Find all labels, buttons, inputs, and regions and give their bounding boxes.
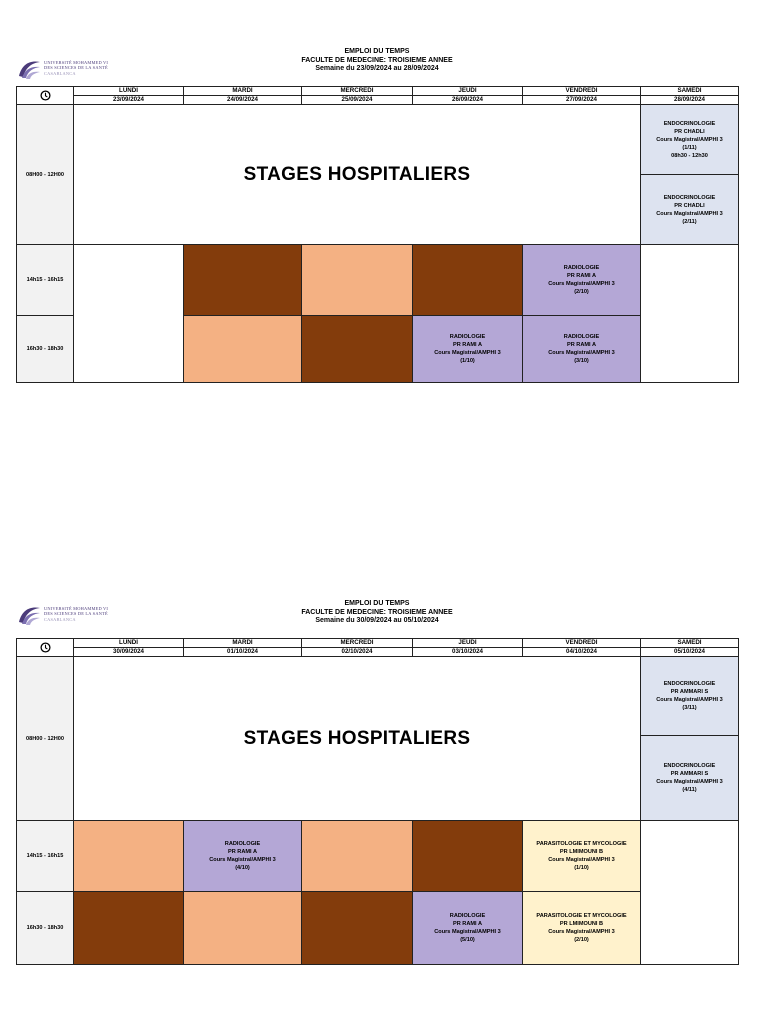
empty-cell [641,821,739,965]
timetable [16,86,739,383]
morning-row-a [17,105,739,175]
day-names-row [17,87,739,96]
course-name: RADIOLOGIE [449,334,486,340]
course-cell [641,736,739,821]
course-session: (1/10) [574,865,589,871]
day-date: 25/09/2024 [302,96,413,105]
course-prof: PR RAMI A [452,342,482,348]
day-name: MERCREDI [302,639,413,648]
day-date: 05/10/2024 [641,648,739,657]
clock-cell [17,87,74,105]
course-session: (5/10) [460,937,475,943]
day-name: MARDI [184,87,302,96]
slot-label: 08H00 - 12H00 [17,657,74,821]
course-type: Cours Magistral/AMPHI 3 [656,136,723,143]
course-name: ENDOCRINOLOGIE [663,194,716,201]
course-cell [641,657,739,736]
course-name: PARASITOLOGIE ET MYCOLOGIE [536,841,627,847]
day-date: 04/10/2024 [523,648,641,657]
course-name: RADIOLOGIE [563,334,600,340]
course-type: Cours Magistral/AMPHI 3 [656,210,723,217]
course-time: 08h30 - 12h30 [671,152,708,159]
afternoon-row-1 [17,821,739,892]
logo-line-1: UNIVERSITÉ MOHAMMED VI [44,60,109,65]
course-type: Cours Magistral/AMPHI 3 [434,929,501,935]
course-name: PARASITOLOGIE ET MYCOLOGIE [536,913,627,919]
clock-icon [40,642,51,653]
course-prof: PR RAMI A [227,849,257,855]
color-block-brown [413,245,523,316]
color-block-peach [74,821,184,892]
empty-cell [641,245,739,383]
course-prof: PR CHADLI [674,128,705,135]
course-prof: PR AMMARI S [670,771,709,777]
clock-icon [40,90,51,101]
day-dates-row [17,96,739,105]
course-name: ENDOCRINOLOGIE [663,120,716,127]
week-range: Semaine du 23/09/2024 au 28/09/2024 [315,65,439,72]
schedule-title: EMPLOI DU TEMPS [344,600,410,607]
day-name: LUNDI [74,87,184,96]
color-block-peach [302,821,413,892]
schedule-header [16,600,738,626]
course-name: RADIOLOGIE [449,913,486,919]
course-type: Cours Magistral/AMPHI 3 [209,857,276,863]
course-cell [641,175,739,245]
logo-line-2: DES SCIENCES DE LA SANTÉ [44,65,108,71]
slot-label: 14h15 - 16h15 [17,245,74,316]
course-session: (4/11) [682,787,697,793]
course-session: (1/11) [682,144,697,151]
day-name: VENDREDI [523,87,641,96]
morning-row-a [17,657,739,736]
course-prof: PR LMIMOUNI B [559,849,604,855]
clock-cell [17,639,74,657]
color-block-brown [302,316,413,383]
day-date: 28/09/2024 [641,96,739,105]
day-dates-row [17,648,739,657]
slot-label: 14h15 - 16h15 [17,821,74,892]
day-name: MERCREDI [302,87,413,96]
day-date: 01/10/2024 [184,648,302,657]
course-cell [523,821,641,892]
course-cell [523,316,641,383]
course-type: Cours Magistral/AMPHI 3 [548,857,615,863]
logo-line-3: CASABLANCA [44,616,76,622]
day-name: VENDREDI [523,639,641,648]
slot-label: 16h30 - 18h30 [17,892,74,965]
course-cell [413,316,523,383]
course-type: Cours Magistral/AMPHI 3 [434,350,501,356]
afternoon-row-1 [17,245,739,316]
color-block-brown [184,245,302,316]
course-cell [413,892,523,965]
day-name: SAMEDI [641,639,739,648]
color-block-brown [74,892,184,965]
logo-line-1: UNIVERSITÉ MOHAMMED VI [44,606,109,611]
logo-line-2: DES SCIENCES DE LA SANTÉ [44,611,108,617]
day-date: 03/10/2024 [413,648,523,657]
faculty-line: FACULTE DE MEDECINE: TROISIEME ANNEE [301,608,453,616]
course-prof: PR CHADLI [674,202,705,209]
faculty-line: FACULTE DE MEDECINE: TROISIEME ANNEE [301,56,453,64]
day-name: SAMEDI [641,87,739,96]
course-type: Cours Magistral/AMPHI 3 [548,281,615,287]
color-block-peach [184,316,302,383]
course-session: (2/10) [574,937,589,943]
day-name: JEUDI [413,639,523,648]
course-name: ENDOCRINOLOGIE [663,763,716,769]
course-cell [184,821,302,892]
course-name: RADIOLOGIE [563,265,600,271]
course-prof: PR AMMARI S [670,689,709,695]
course-cell [523,245,641,316]
course-name: RADIOLOGIE [224,841,261,847]
course-type: Cours Magistral/AMPHI 3 [656,779,723,785]
day-names-row [17,639,739,648]
course-cell [641,105,739,175]
course-session: (3/10) [574,358,589,364]
color-block-brown [302,892,413,965]
schedule-header [16,48,738,74]
course-name: ENDOCRINOLOGIE [663,681,716,687]
logo-line-3: CASABLANCA [44,70,76,76]
course-session: (2/11) [682,218,697,225]
day-date: 02/10/2024 [302,648,413,657]
empty-cell [74,245,184,383]
course-session: (4/10) [235,865,250,871]
color-block-brown [413,821,523,892]
schedule-title: EMPLOI DU TEMPS [344,48,410,55]
course-type: Cours Magistral/AMPHI 3 [548,350,615,356]
course-type: Cours Magistral/AMPHI 3 [656,697,723,703]
course-cell [523,892,641,965]
color-block-peach [302,245,413,316]
course-prof: PR LMIMOUNI B [559,921,604,927]
course-session: (2/10) [574,289,589,295]
course-type: Cours Magistral/AMPHI 3 [548,929,615,935]
afternoon-row-2 [17,892,739,965]
day-date: 26/09/2024 [413,96,523,105]
day-name: LUNDI [74,639,184,648]
day-date: 30/09/2024 [74,648,184,657]
course-session: (3/11) [682,705,697,711]
day-date: 23/09/2024 [74,96,184,105]
stages-hospitaliers: STAGES HOSPITALIERS [74,657,641,821]
day-name: JEUDI [413,87,523,96]
day-name: MARDI [184,639,302,648]
course-prof: PR RAMI A [452,921,482,927]
slot-label: 08H00 - 12H00 [17,105,74,245]
color-block-peach [184,892,302,965]
timetable [16,638,739,965]
day-date: 27/09/2024 [523,96,641,105]
course-prof: PR RAMI A [566,273,596,279]
slot-label: 16h30 - 18h30 [17,316,74,383]
day-date: 24/09/2024 [184,96,302,105]
course-prof: PR RAMI A [566,342,596,348]
course-session: (1/10) [460,358,475,364]
week-range: Semaine du 30/09/2024 au 05/10/2024 [315,617,439,624]
stages-hospitaliers: STAGES HOSPITALIERS [74,105,641,245]
